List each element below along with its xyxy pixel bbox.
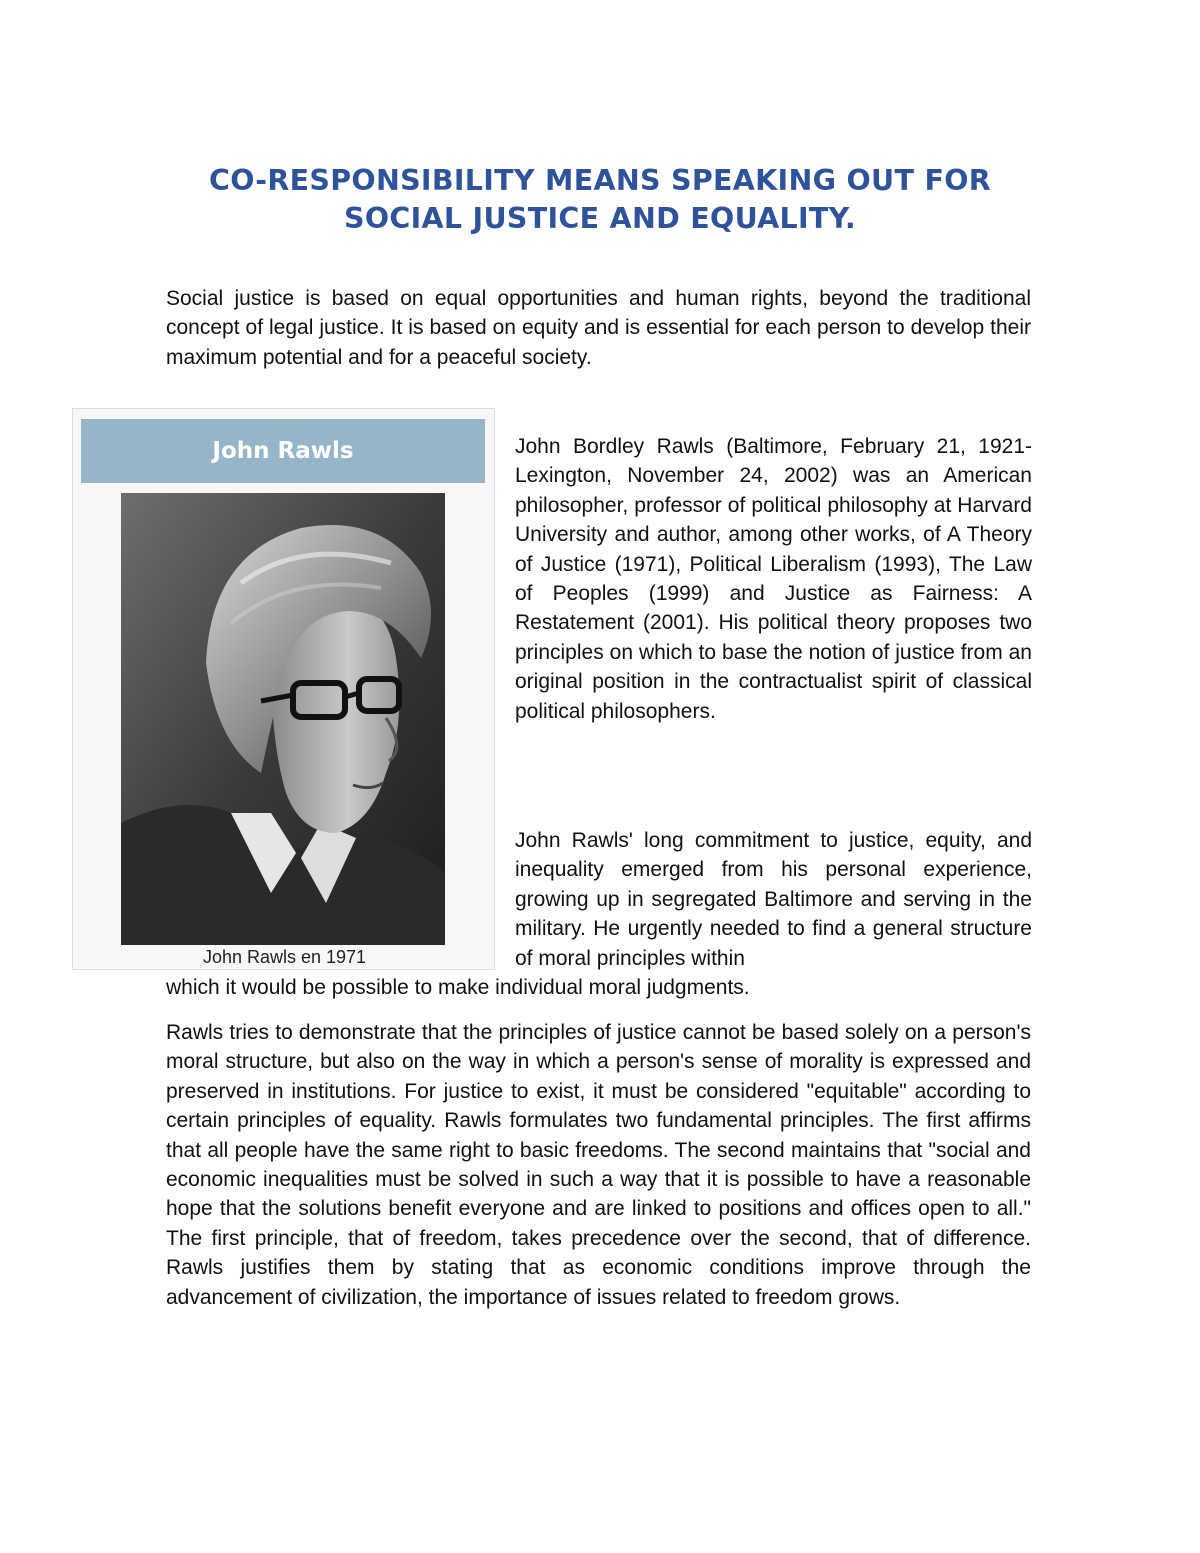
figure-caption: John Rawls en 1971 xyxy=(202,947,367,967)
bio-paragraph: John Bordley Rawls (Baltimore, February 21, 1921-Lexington, November 24, 2002) was an American philosopher, professor of political philosophy at Harvard University and author, among other works, of A Theory of Justice (1971), Political Liberalism (1993), The Law of Peoples (1999) and Justice as Fairness: A Restatement (2001). His political theory proposes two principles on which to base the notion of justice from an original position in the contractualist spirit of classical political philosophers. xyxy=(515,435,1032,723)
intro-paragraph: Social justice is based on equal opportunities and human rights, beyond the traditional concept of legal justice. It is based on equity and is essential for each person to develop their maximum potential and for a peaceful society. xyxy=(166,287,1031,369)
portrait-photo xyxy=(121,493,445,945)
page-title-line-2: SOCIAL JUSTICE AND EQUALITY. xyxy=(344,202,856,235)
figure-header: John Rawls xyxy=(81,419,485,483)
commitment-paragraph-tail: which it would be possible to make individual moral judgments. xyxy=(166,976,750,999)
principles-paragraph: Rawls tries to demonstrate that the principles of justice cannot be based solely on a person's moral structure, but also on the way in which a person's sense of morality is expressed and preserved in institutions. For justice to exist, it must be considered "equitable" according to certain principles of equality. Rawls formulates two fundamental principles. The first affirms that all people have the same right to basic freedoms. The second maintains that "social and economic inequalities must be solved in such a way that it is possible to have a reasonable hope that the solutions benefit everyone and are linked to positions and offices open to all." The first principle, that of freedom, takes precedence over the second, that of difference. Rawls justifies them by stating that as economic conditions improve through the advancement of civilization, the importance of issues related to freedom grows. xyxy=(166,1021,1031,1309)
portrait-figure xyxy=(72,408,495,970)
commitment-paragraph: John Rawls' long commitment to justice, equity, and inequality emerged from his personal experience, growing up in segregated Baltimore and serving in the military. He urgently needed to find a general structure of moral principles within xyxy=(515,829,1032,970)
page-title xyxy=(150,162,1050,238)
page-title-line-1: CO-RESPONSIBILITY MEANS SPEAKING OUT FOR xyxy=(209,164,991,197)
